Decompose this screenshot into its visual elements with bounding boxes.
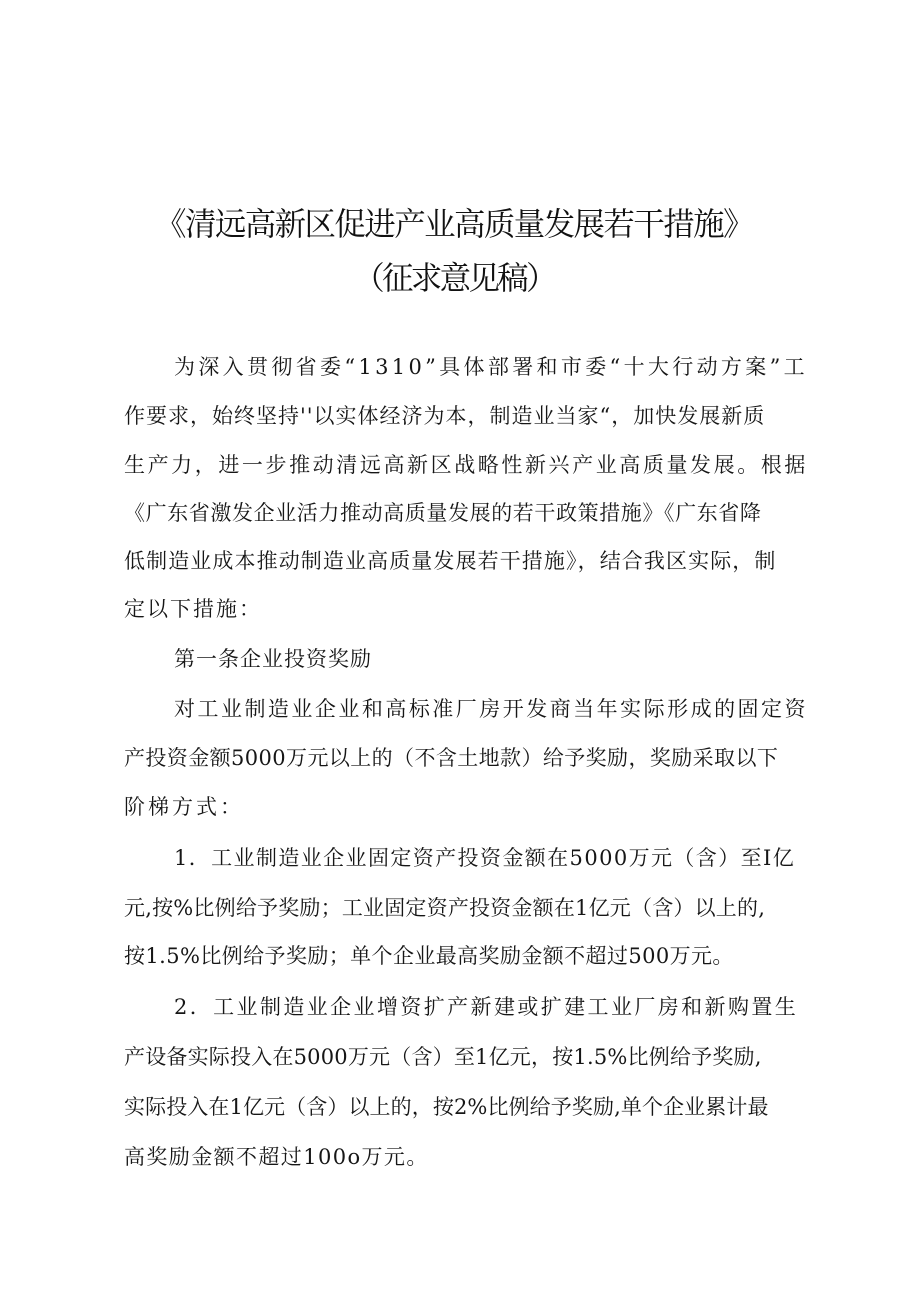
item-line: 产设备实际投入在5000万元（含）至1亿元，按1.5%比例给予奖励, <box>124 1045 762 1069</box>
item-line: 按1.5%比例给予奖励；单个企业最高奖励金额不超过500万元。 <box>124 944 734 968</box>
article-heading: 第一条企业投资奖励 <box>174 647 372 671</box>
intro-line: 《广东省激发企业活力推动高质量发展的若干政策措施》《广东省降 <box>124 501 762 525</box>
intro-line: 生产力，进一步推动清远高新区战略性新兴产业高质量发展。根据 <box>124 453 808 477</box>
article-line: 阶梯方式： <box>124 795 244 819</box>
intro-line: 低制造业成本推动制造业高质量发展若干措施》，结合我区实际，制 <box>124 549 777 573</box>
item-line: 1．工业制造业企业固定资产投资金额在5000万元（含）至I亿 <box>174 846 796 870</box>
article-line: 对工业制造业企业和高标准厂房开发商当年实际形成的固定资 <box>174 697 808 721</box>
intro-line: 定以下措施： <box>124 597 262 621</box>
intro-line: 为深入贯彻省委“1310”具体部署和市委“十大行动方案”工 <box>174 355 808 379</box>
item-line: 元,按%比例给予奖励；工业固定资产投资金额在1亿元（含）以上的, <box>124 896 766 920</box>
document-subtitle: （征求意见稿） <box>353 259 555 297</box>
item-line: 高奖励金额不超过100o万元。 <box>124 1145 429 1169</box>
document-title: 《清远高新区促进产业高质量发展若干措施》 <box>155 205 753 243</box>
item-line: 实际投入在1亿元（含）以上的，按2%比例给予奖励,单个企业累计最 <box>124 1095 769 1119</box>
intro-line: 作要求，始终坚持''以实体经济为本，制造业当家“，加快发展新质 <box>124 404 766 428</box>
item-line: 2．工业制造业企业增资扩产新建或扩建工业厂房和新购置生 <box>174 995 799 1019</box>
article-line: 产投资金额5000万元以上的（不含土地款）给予奖励，奖励采取以下 <box>124 746 779 770</box>
